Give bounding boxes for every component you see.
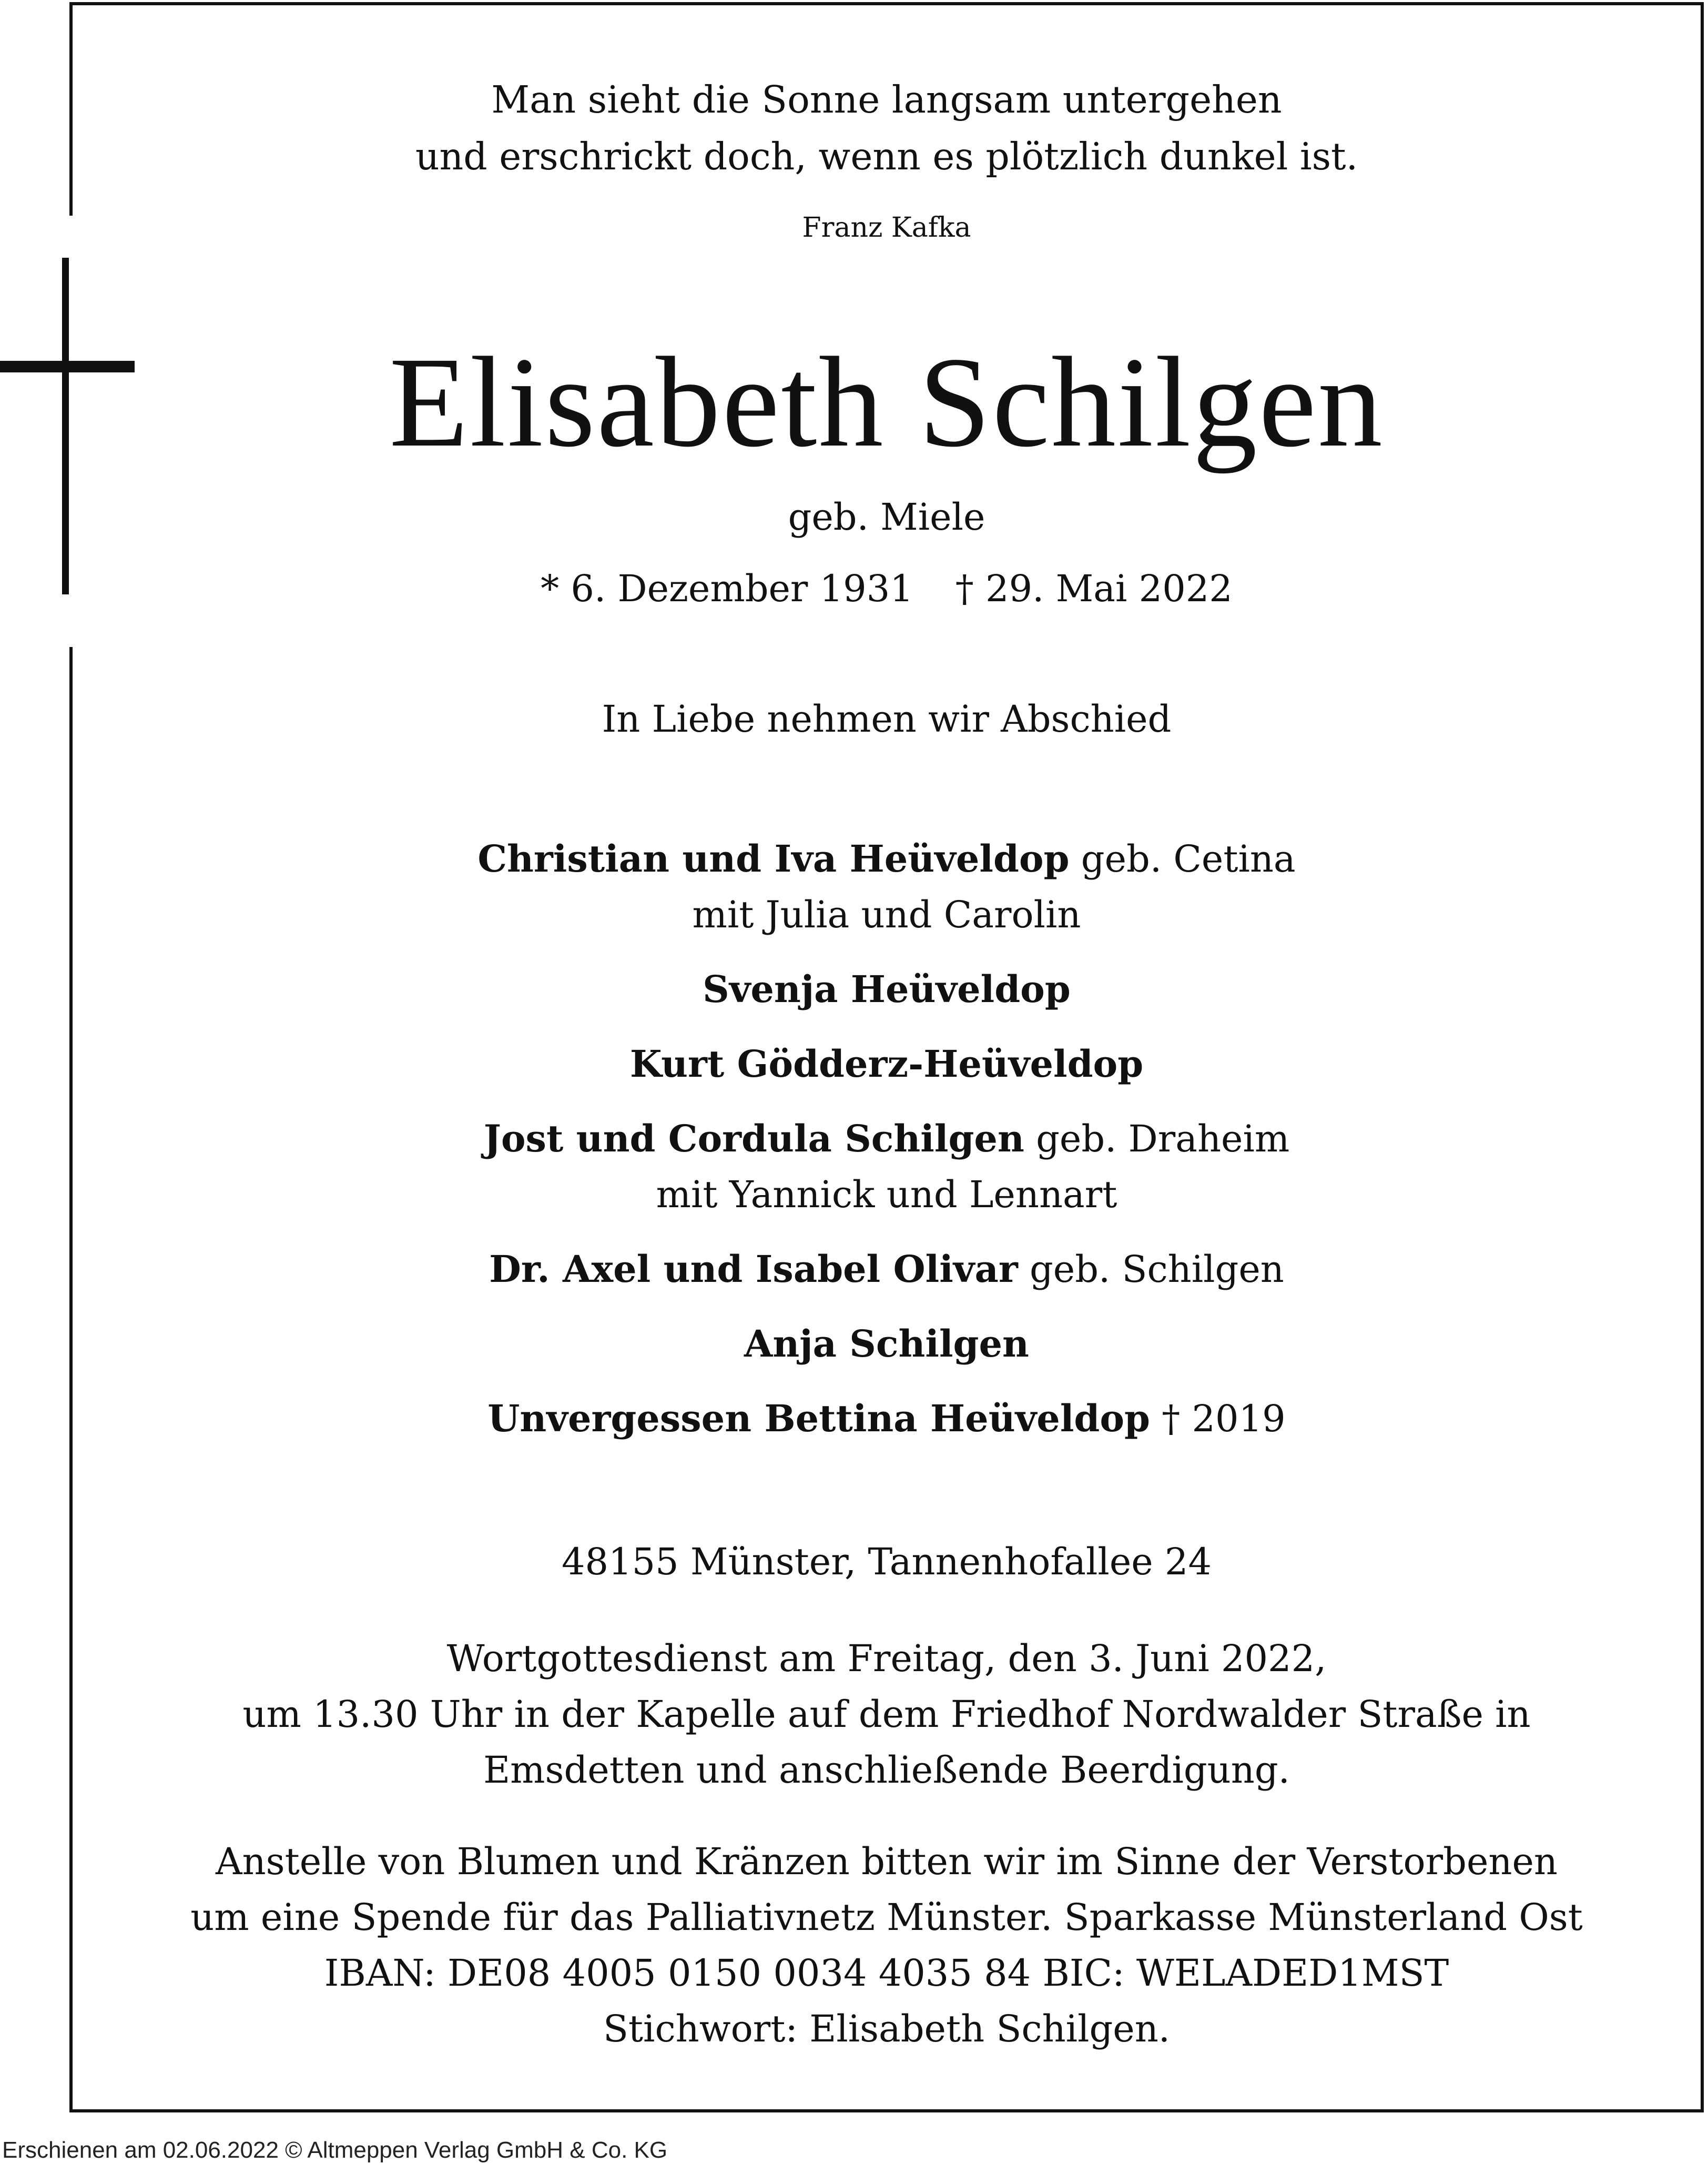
mourner-line bbox=[73, 1241, 1701, 1297]
quote bbox=[73, 72, 1701, 185]
mourner-note: † 2019 bbox=[1150, 1397, 1286, 1440]
service-line: um 13.30 Uhr in der Kapelle auf dem Friedhof Nordwalder Straße in bbox=[242, 1693, 1531, 1736]
donation-line: IBAN: DE08 4005 0150 0034 4035 84 BIC: WELADED1MST bbox=[324, 1951, 1449, 1995]
maiden-name: geb. Miele bbox=[788, 496, 985, 539]
mourner-entry bbox=[73, 962, 1701, 1017]
mourner-line bbox=[73, 1316, 1701, 1372]
mourner-name: Kurt Gödderz-Heüveldop bbox=[629, 1042, 1144, 1086]
donation-info bbox=[73, 1834, 1701, 2057]
mourner-entry bbox=[73, 1036, 1701, 1092]
border-top bbox=[69, 2, 1704, 5]
mourner-entry bbox=[73, 1241, 1701, 1297]
mourner-line bbox=[73, 962, 1701, 1017]
service-line: Emsdetten und anschließende Beerdigung. bbox=[483, 1748, 1290, 1792]
mourner-line bbox=[73, 831, 1701, 887]
quote-line: Man sieht die Sonne langsam untergehen bbox=[491, 78, 1282, 122]
farewell-text: In Liebe nehmen wir Abschied bbox=[602, 697, 1172, 741]
mourner-name: Christian und Iva Heüveldop bbox=[477, 837, 1070, 881]
mourner-children: mit Julia und Carolin bbox=[692, 893, 1081, 936]
address: 48155 Münster, Tannenhofallee 24 bbox=[561, 1540, 1212, 1583]
mourner-note: geb. Draheim bbox=[1024, 1117, 1290, 1160]
mourner-entry bbox=[73, 1111, 1701, 1222]
mourner-line bbox=[73, 1391, 1701, 1447]
mourner-entry bbox=[73, 831, 1701, 943]
publication-footer: Erschienen am 02.06.2022 © Altmeppen Verlag GmbH & Co. KG bbox=[2, 2137, 668, 2163]
mourners-list bbox=[73, 831, 1701, 1465]
donation-line: um eine Spende für das Palliativnetz Münster. Sparkasse Münsterland Ost bbox=[190, 1896, 1583, 1939]
life-dates bbox=[73, 561, 1701, 616]
mourner-name: Dr. Axel und Isabel Olivar bbox=[489, 1247, 1018, 1291]
quote-line: und erschrickt doch, wenn es plötzlich dunkel ist. bbox=[415, 135, 1358, 178]
donation-line: Anstelle von Blumen und Kränzen bitten wir im Sinne der Verstorbenen bbox=[216, 1840, 1558, 1883]
quote-author: Franz Kafka bbox=[802, 212, 971, 244]
mourner-line bbox=[73, 1111, 1701, 1167]
mourner-name: Jost und Cordula Schilgen bbox=[483, 1117, 1024, 1160]
mourner-entry bbox=[73, 1391, 1701, 1447]
service-info bbox=[73, 1631, 1701, 1798]
mourner-name: Anja Schilgen bbox=[744, 1322, 1029, 1366]
service-line: Wortgottesdienst am Freitag, den 3. Juni 2022, bbox=[446, 1637, 1327, 1680]
mourner-name: Svenja Heüveldop bbox=[703, 967, 1071, 1011]
mourner-children: mit Yannick und Lennart bbox=[656, 1173, 1117, 1216]
donation-line: Stichwort: Elisabeth Schilgen. bbox=[603, 2007, 1171, 2050]
mourner-line bbox=[73, 1036, 1701, 1092]
death-date: † 29. Mai 2022 bbox=[955, 567, 1233, 610]
border-bottom bbox=[69, 2109, 1704, 2112]
mourner-entry bbox=[73, 1316, 1701, 1372]
border-right bbox=[1701, 2, 1704, 2112]
mourner-note: geb. Schilgen bbox=[1018, 1248, 1284, 1291]
birth-date: * 6. Dezember 1931 bbox=[541, 567, 913, 610]
mourner-name: Unvergessen Bettina Heüveldop bbox=[487, 1397, 1150, 1440]
mourner-note: geb. Cetina bbox=[1069, 837, 1296, 881]
deceased-name: Elisabeth Schilgen bbox=[389, 331, 1384, 474]
